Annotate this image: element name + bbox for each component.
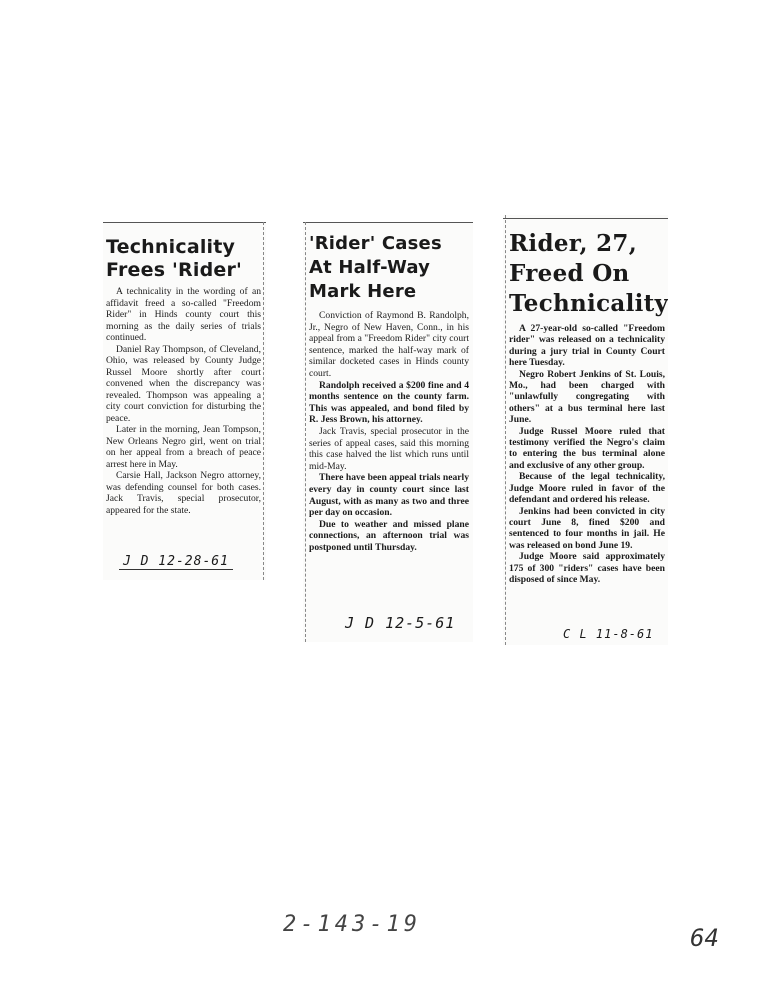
paragraph: Jack Travis, special prosecutor in the series of appeal cases, said this morning this case halved the list which runs until mid-May.: [309, 425, 469, 472]
paragraph: Conviction of Raymond B. Randolph, Jr., Negro of New Haven, Conn., in his appeal from a "Freedom Rider" city court sentence, marked the half-way mark of similar docketed cases in Hinds county court.: [309, 310, 469, 379]
paragraph: A 27-year-old so-called "Freedom rider" was released on a technicality during a jury trial in County Court here Tuesday.: [509, 323, 665, 369]
paragraph: Randolph received a $200 fine and 4 months sentence on the county farm. This was appealed, and bond filed by R. Jess Brown, his attorney.: [309, 379, 469, 426]
paragraph: Negro Robert Jenkins of St. Louis, Mo., had been charged with "unlawfully congregating with others" at a bus terminal here last June.: [509, 368, 665, 426]
clipping-cut-edge: [305, 222, 306, 642]
clipping-top-rule: [103, 222, 266, 223]
paragraph: Due to weather and missed plane connections, an afternoon trial was postponed until Thursday.: [309, 518, 469, 553]
article-body: [106, 286, 261, 516]
clipping-top-rule: [503, 218, 668, 219]
headline-line-2: Freed On: [509, 260, 630, 287]
headline-line-1: Technicality: [106, 236, 236, 258]
headline-line-3: Mark Here: [309, 281, 417, 302]
paragraph: Carsie Hall, Jackson Negro attorney, was defending counsel for both cases. Jack Travis, special prosecutor, appeared for the state.: [106, 470, 261, 516]
headline-line-2: Frees 'Rider': [106, 259, 243, 281]
clipping-cut-edge: [505, 215, 506, 645]
clipping-rider-27-freed: [503, 215, 668, 645]
handwritten-date-annotation: J D 12-28-61: [119, 554, 233, 570]
paragraph: There have been appeal trials nearly every day in county court since last August, with as many as two and three per day on occasion.: [309, 472, 469, 519]
article-body: [509, 323, 665, 585]
clipping-top-rule: [303, 222, 473, 223]
handwritten-date-annotation: C L 11-8-61: [563, 627, 654, 641]
handwritten-date-annotation: J D 12-5-61: [345, 614, 456, 632]
headline: [509, 229, 668, 319]
handwritten-page-mark: 64: [690, 924, 719, 952]
headline-line-2: At Half-Way: [309, 257, 431, 278]
clipping-rider-cases-half-way: [303, 222, 473, 642]
paragraph: A technicality in the wording of an affidavit freed a so-called "Freedom Rider" in Hinds county court this morning as the daily series of trials continued.: [106, 286, 261, 343]
headline-line-1: Rider, 27,: [509, 230, 638, 257]
paragraph: Because of the legal technicality, Judge Moore ruled in favor of the defendant and ordered his release.: [509, 471, 665, 506]
headline: [309, 232, 469, 304]
headline-line-1: 'Rider' Cases: [309, 233, 442, 254]
clipping-technicality-frees-rider: [103, 222, 266, 580]
handwritten-file-number: 2-143-19: [283, 912, 421, 937]
clipping-cut-edge: [263, 222, 264, 580]
paragraph: Jenkins had been convicted in city court June 8, fined $200 and sentenced to four months in jail. He was released on bond June 19.: [509, 505, 665, 551]
paragraph: Judge Moore said approximately 175 of 300 "riders" cases have been disposed of since May.: [509, 551, 665, 585]
paragraph: Later in the morning, Jean Tompson, New Orleans Negro girl, went on trial on her appeal from a breach of peace arrest here in May.: [106, 424, 261, 470]
headline: [106, 236, 261, 282]
article-body: [309, 310, 469, 553]
headline-line-3: Technicality: [509, 290, 668, 317]
paragraph: Judge Russel Moore ruled that testimony verified the Negro's claim to entering the bus terminal alone and exclusive of any other group.: [509, 425, 665, 471]
paragraph: Daniel Ray Thompson, of Cleveland, Ohio, was released by County Judge Russel Moore shortly after court convened when the discrepancy was revealed. Thompson was appealing a city court conviction for disturbing the peace.: [106, 343, 261, 424]
